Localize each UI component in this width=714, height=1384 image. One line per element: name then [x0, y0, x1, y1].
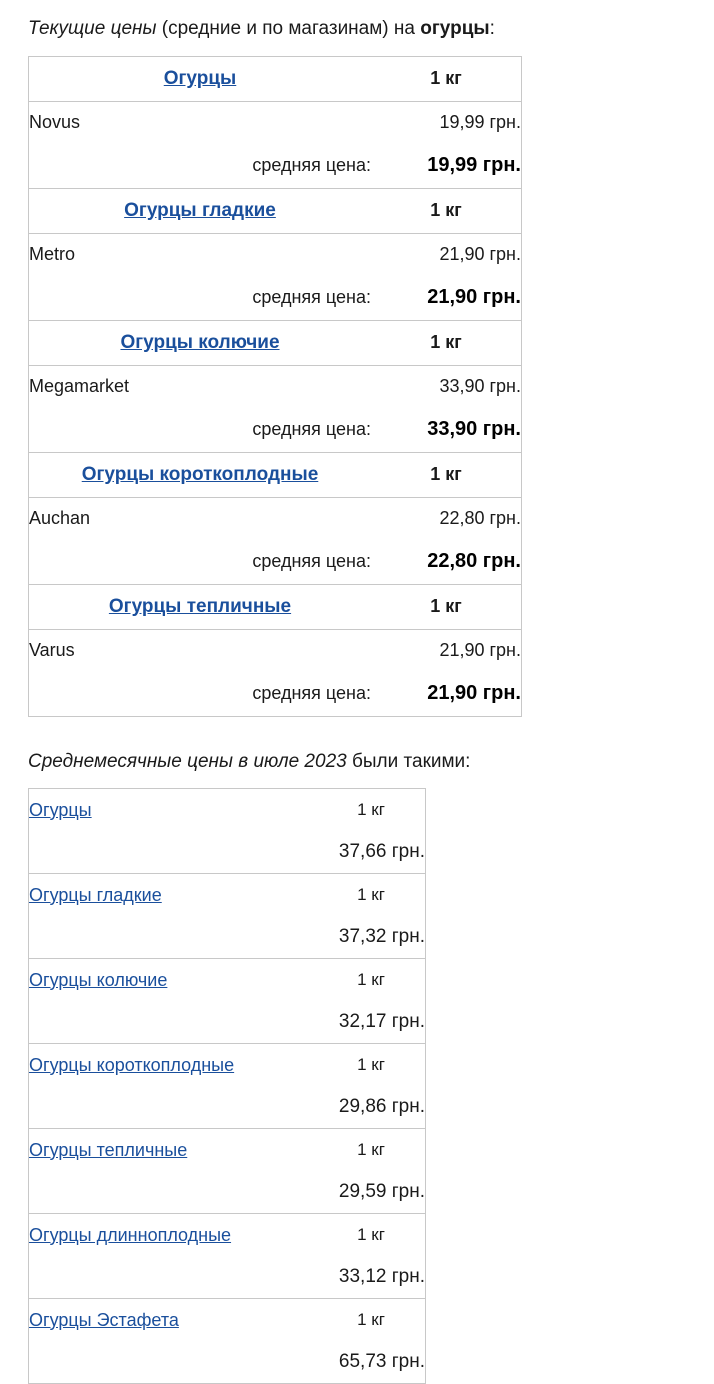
- table-row: [29, 497, 522, 540]
- product-link[interactable]: Огурцы гладкие: [124, 199, 276, 221]
- product-link[interactable]: Огурцы: [29, 799, 92, 820]
- product-link[interactable]: Огурцы длинноплодные: [29, 1224, 232, 1245]
- current-prices-intro-tail: :: [489, 18, 495, 39]
- product-name-cell: [29, 959, 318, 1002]
- table-row: [29, 144, 522, 189]
- product-unit-cell: 1 кг: [371, 320, 522, 365]
- product-unit-cell: 1 кг: [317, 1299, 426, 1342]
- shop-price-cell: 21,90 грн.: [439, 244, 521, 265]
- product-name-cell: [29, 874, 318, 917]
- product-name-cell: [29, 789, 318, 832]
- table-row: [29, 101, 522, 144]
- current-prices-intro-bold: огурцы: [420, 18, 490, 39]
- product-unit-cell: 1 кг: [317, 1129, 426, 1172]
- table-row: [29, 584, 522, 629]
- table-row: [29, 1129, 426, 1172]
- product-unit-cell: 1 кг: [371, 452, 522, 497]
- product-link[interactable]: Огурцы тепличные: [29, 1139, 188, 1160]
- table-row: [29, 672, 522, 717]
- average-price-label: средняя цена:: [252, 683, 371, 704]
- product-unit-cell: 1 кг: [357, 800, 385, 820]
- shop-price-cell: 21,90 грн.: [439, 640, 521, 661]
- table-row: [29, 1171, 426, 1214]
- shop-price-cell: 33,90 грн.: [439, 376, 521, 397]
- product-name-cell: [29, 1129, 318, 1172]
- average-price-value: 21,90 грн.: [427, 682, 521, 705]
- average-price-label: средняя цена:: [252, 419, 371, 440]
- average-price-label: средняя цена:: [252, 287, 371, 308]
- product-group-name-cell: [29, 188, 372, 233]
- section-spacer: [0, 717, 714, 749]
- monthly-price-cell: 65,73 грн.: [338, 1351, 425, 1373]
- shop-name-cell: Varus: [29, 640, 75, 661]
- table-row: [29, 320, 522, 365]
- product-link[interactable]: Огурцы колючие: [120, 331, 280, 353]
- table-row: [29, 1214, 426, 1257]
- table-row: [29, 1001, 426, 1044]
- shop-name-cell: Novus: [29, 112, 81, 133]
- shop-name-cell: Megamarket: [29, 376, 130, 397]
- table-row: [29, 874, 426, 917]
- product-name-cell: [29, 1044, 318, 1087]
- table-row: [29, 1299, 426, 1342]
- table-row: [29, 629, 522, 672]
- average-price-value: 19,99 грн.: [427, 154, 521, 177]
- product-name-cell: [29, 1214, 318, 1257]
- product-link[interactable]: Огурцы короткоплодные: [29, 1054, 235, 1075]
- monthly-prices-intro-italic: Среднемесячные цены в июле 2023: [28, 750, 347, 772]
- average-price-label: средняя цена:: [252, 551, 371, 572]
- table-row: [29, 540, 522, 585]
- shop-name-cell: Auchan: [29, 508, 91, 529]
- monthly-prices-table: [28, 788, 426, 1384]
- table-row: [29, 365, 522, 408]
- product-unit-cell: 1 кг: [317, 959, 426, 1002]
- product-group-name-cell: [29, 452, 372, 497]
- current-prices-table: [28, 56, 522, 717]
- table-row: [29, 188, 522, 233]
- product-unit-cell: 1 кг: [317, 1044, 426, 1087]
- monthly-price-cell: 33,12 грн.: [338, 1266, 425, 1288]
- monthly-prices-intro-tail: были такими:: [346, 750, 471, 772]
- product-link[interactable]: Огурцы тепличные: [108, 595, 292, 617]
- average-price-label: средняя цена:: [252, 155, 371, 176]
- monthly-price-cell: 32,17 грн.: [338, 1011, 425, 1033]
- monthly-prices-intro: [28, 749, 714, 775]
- product-group-name-cell: [29, 584, 372, 629]
- table-row: [29, 789, 426, 832]
- monthly-price-cell: 29,59 грн.: [338, 1181, 425, 1203]
- average-price-value: 22,80 грн.: [427, 550, 521, 573]
- table-row: [29, 408, 522, 453]
- product-link[interactable]: Огурцы Эстафета: [29, 1309, 179, 1330]
- table-row: [29, 959, 426, 1002]
- product-group-name-cell: [29, 56, 372, 101]
- monthly-price-cell: 37,66 грн.: [338, 841, 425, 863]
- table-row: [29, 831, 426, 874]
- table-row: [29, 56, 522, 101]
- shop-price-cell: 19,99 грн.: [439, 112, 521, 133]
- product-unit-cell: 1 кг: [317, 874, 426, 917]
- average-price-value: 33,90 грн.: [427, 418, 521, 441]
- product-name-cell: [29, 1299, 318, 1342]
- shop-name-cell: Metro: [29, 244, 76, 265]
- product-unit-cell: 1 кг: [371, 584, 522, 629]
- average-price-value: 21,90 грн.: [427, 286, 521, 309]
- monthly-price-cell: 29,86 грн.: [338, 1096, 425, 1118]
- product-link[interactable]: Огурцы колючие: [29, 969, 168, 990]
- table-row: [29, 1044, 426, 1087]
- current-prices-intro-italic: Текущие цены: [28, 18, 157, 39]
- product-link[interactable]: Огурцы короткоплодные: [81, 463, 319, 485]
- product-unit-cell: 1 кг: [371, 56, 522, 101]
- table-row: [29, 452, 522, 497]
- table-row: [29, 1256, 426, 1299]
- product-link[interactable]: Огурцы: [163, 67, 237, 89]
- shop-price-cell: 22,80 грн.: [439, 508, 521, 529]
- table-row: [29, 1086, 426, 1129]
- product-unit-cell: 1 кг: [317, 1214, 426, 1257]
- product-unit-cell: 1 кг: [371, 188, 522, 233]
- current-prices-intro: [28, 16, 714, 42]
- table-row: [29, 233, 522, 276]
- monthly-price-cell: 37,32 грн.: [338, 926, 425, 948]
- table-row: [29, 1341, 426, 1384]
- product-link[interactable]: Огурцы гладкие: [29, 884, 162, 905]
- current-prices-intro-middle: (средние и по магазинам) на: [156, 18, 421, 39]
- table-row: [29, 276, 522, 321]
- product-group-name-cell: [29, 320, 372, 365]
- table-row: [29, 916, 426, 959]
